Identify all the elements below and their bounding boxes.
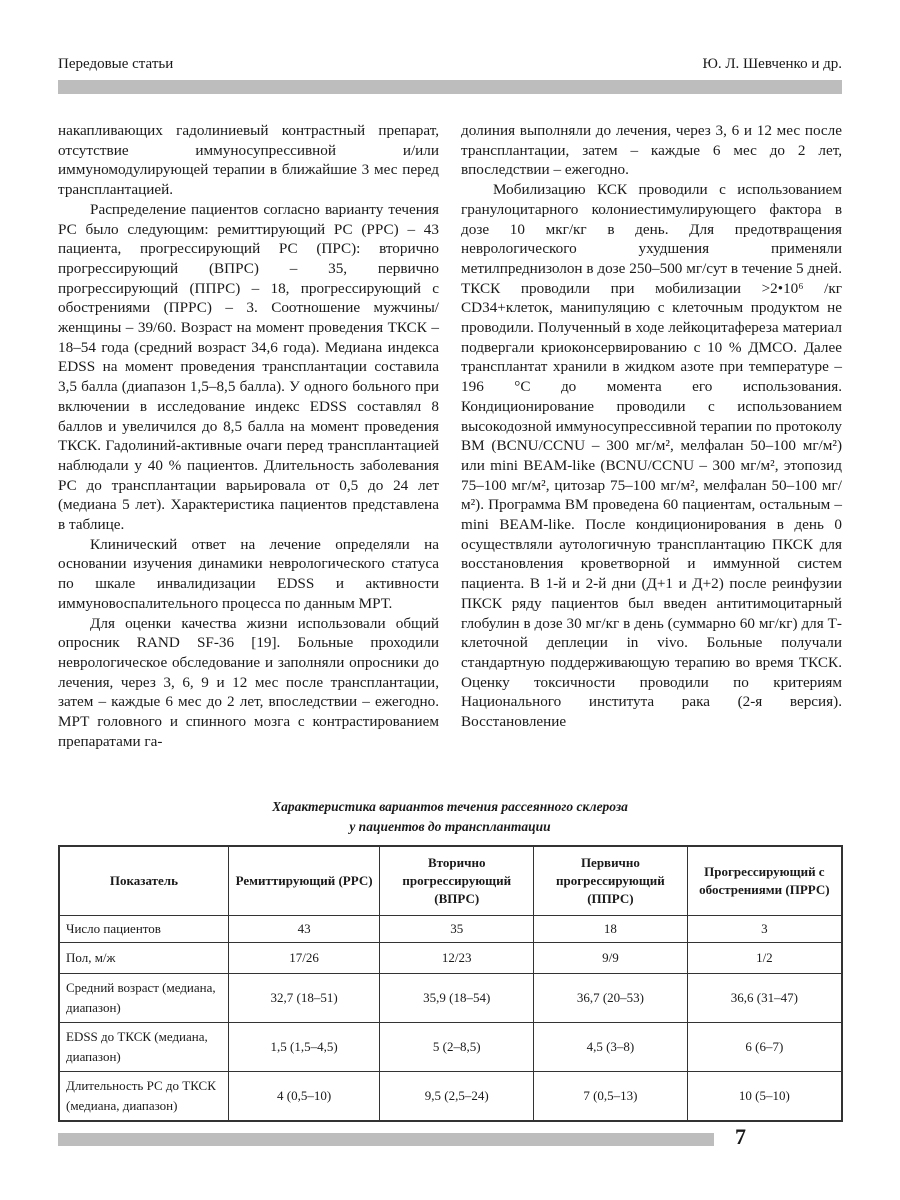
row-label: Средний возраст (медиана, диапазон): [59, 974, 228, 1023]
paragraph: Для оценки качества жизни использовали общий опросник RAND SF-36 [19]. Больные проходили неврологическое обследование и заполняли опросники до лечения, через 3, 6, 9 и 12 мес после трансплантации, затем – каждые 6 мес до 2 лет, впоследствии – ежегодно. МРТ головного и спинного мозга с контрастированием препаратами га-: [58, 614, 439, 750]
column-header: Ремиттирующий (РРС): [228, 846, 380, 916]
table-caption-line: Характеристика вариантов течения рассеянного склероза: [272, 799, 628, 814]
column-header: Показатель: [59, 846, 228, 916]
footer-divider: [58, 1133, 714, 1146]
table-cell: 12/23: [380, 943, 534, 974]
table-cell: 1/2: [687, 943, 842, 974]
table-cell: 43: [228, 916, 380, 943]
table-cell: 18: [534, 916, 688, 943]
paragraph: Клинический ответ на лечение определяли на основании изучения динамики неврологического статуса по шкале инвалидизации EDSS и активности иммуновоспалительного процесса по данным МРТ.: [58, 535, 439, 612]
table-row: [59, 943, 842, 974]
table-cell: 4,5 (3–8): [534, 1023, 688, 1072]
table-cell: 9,5 (2,5–24): [380, 1072, 534, 1122]
table-cell: 5 (2–8,5): [380, 1023, 534, 1072]
table-cell: 4 (0,5–10): [228, 1072, 380, 1122]
table-caption-line: у пациентов до трансплантации: [349, 819, 551, 834]
patient-characteristics-table: [58, 845, 843, 1122]
left-column: [58, 121, 439, 752]
table-cell: 1,5 (1,5–4,5): [228, 1023, 380, 1072]
row-label: Число пациентов: [59, 916, 228, 943]
table-cell: 9/9: [534, 943, 688, 974]
table-row: [59, 974, 842, 1023]
table-cell: 7 (0,5–13): [534, 1072, 688, 1122]
column-header: Первично прогрессирующий (ППРС): [534, 846, 688, 916]
table-cell: 32,7 (18–51): [228, 974, 380, 1023]
column-header: Вторично прогрессирующий (ВПРС): [380, 846, 534, 916]
header-divider: [58, 80, 842, 94]
table-cell: 17/26: [228, 943, 380, 974]
table-row: [59, 1023, 842, 1072]
row-label: Длительность РС до ТКСК (медиана, диапазон): [59, 1072, 228, 1122]
paragraph: накапливающих гадолиниевый контрастный препарат, отсутствие иммуносупрессивной и/или иммуномодулирующей терапии в ближайшие 3 мес перед трансплантацией.: [58, 122, 439, 199]
table-cell: 35,9 (18–54): [380, 974, 534, 1023]
table-cell: 36,6 (31–47): [687, 974, 842, 1023]
table-caption: [58, 797, 842, 837]
table-cell: 10 (5–10): [687, 1072, 842, 1122]
column-header: Прогрессирующий с обострениями (ПРРС): [687, 846, 842, 916]
author-line: Ю. Л. Шевченко и др.: [702, 56, 842, 72]
page-number: 7: [735, 1124, 746, 1149]
section-title: Передовые статьи: [58, 56, 174, 72]
right-column: [461, 121, 842, 732]
table-row: [59, 1072, 842, 1122]
running-header: [58, 56, 842, 80]
table-row: [59, 916, 842, 943]
table-cell: 35: [380, 916, 534, 943]
row-label: EDSS до ТКСК (медиана, диапазон): [59, 1023, 228, 1072]
paragraph: долиния выполняли до лечения, через 3, 6 и 12 мес после трансплантации, затем – каждые 6 мес до 2 лет, впоследствии – ежегодно.: [461, 122, 842, 179]
paragraph: Мобилизацию КСК проводили с использованием гранулоцитарного колониестимулирующего фактора в дозе 10 мкг/кг в день. Для предотвращения неврологического ухудшения применяли метилпреднизолон в дозе 250–500 мг/сут в течение 5 дней. ТКСК проводили при мобилизации >2•10⁶ /кг CD34+клеток, манипуляцию с клеточным продуктом не проводили. Полученный в ходе лейкоцитафереза материал подвергали криоконсервированию с 10 % ДМСО. Далее трансплантат хранили в жидком азоте при температуре –196 °С до момента его использования. Кондиционирование проводили с использованием высокодозной иммуносупрессивной терапии по протоколу BM (BCNU/CCNU – 300 мг/м², мелфалан 50–100 мг/м²) или mini BEAM-like (BCNU/CCNU – 300 мг/м², этопозид 75–100 мг/м², цитозар 75–100 мг/м², мелфалан 50–100 мг/м²). Программа BM проведена 60 пациентам, остальным – mini BEAM-like. После кондиционирования в день 0 осуществляли аутологичную трансплантацию ПКСК для восстановления кроветворной и иммунной систем пациента. В 1-й и 2-й дни (Д+1 и Д+2) после реинфузии ПКСК ряду пациентов был введен антитимоцитарный глобулин в дозе 30 мг/кг в день (суммарно 60 мг/кг) для Т-клеточной деплеции in vivo. Больные получали стандартную поддерживающую терапию во время ТКСК. Оценку токсичности проводили по критериям Национального института рака (2-я версия). Восстановление: [461, 181, 842, 731]
table-header-row: [59, 846, 842, 916]
table-cell: 3: [687, 916, 842, 943]
table-cell: 36,7 (20–53): [534, 974, 688, 1023]
paragraph: Распределение пациентов согласно варианту течения РС было следующим: ремиттирующий РС (РРС) – 43 пациента, прогрессирующий РС (ПРС): вторично прогрессирующий (ВПРС) – 35, первично прогрессирующий (ППРС) – 18, прогрессирующий с обострениями (ПРРС) – 3. Соотношение мужчины/женщины – 39/60. Возраст на момент проведения ТКСК – 18–54 года (средний возраст 34,6 года). Медиана индекса EDSS на момент проведения трансплантации составила 3,5 балла (диапазон 1,5–8,5 балла). У одного больного при включении в исследование индекс EDSS составлял 8 баллов и увеличился до 8,5 балла на момент проведения ТКСК. Гадолиний-активные очаги перед трансплантацией наблюдали у 40 % пациентов. Длительность заболевания РС до трансплантации варьировала от 0,5 до 24 лет (медиана 5 лет). Характеристика пациентов представлена в таблице.: [58, 200, 439, 534]
row-label: Пол, м/ж: [59, 943, 228, 974]
table-cell: 6 (6–7): [687, 1023, 842, 1072]
